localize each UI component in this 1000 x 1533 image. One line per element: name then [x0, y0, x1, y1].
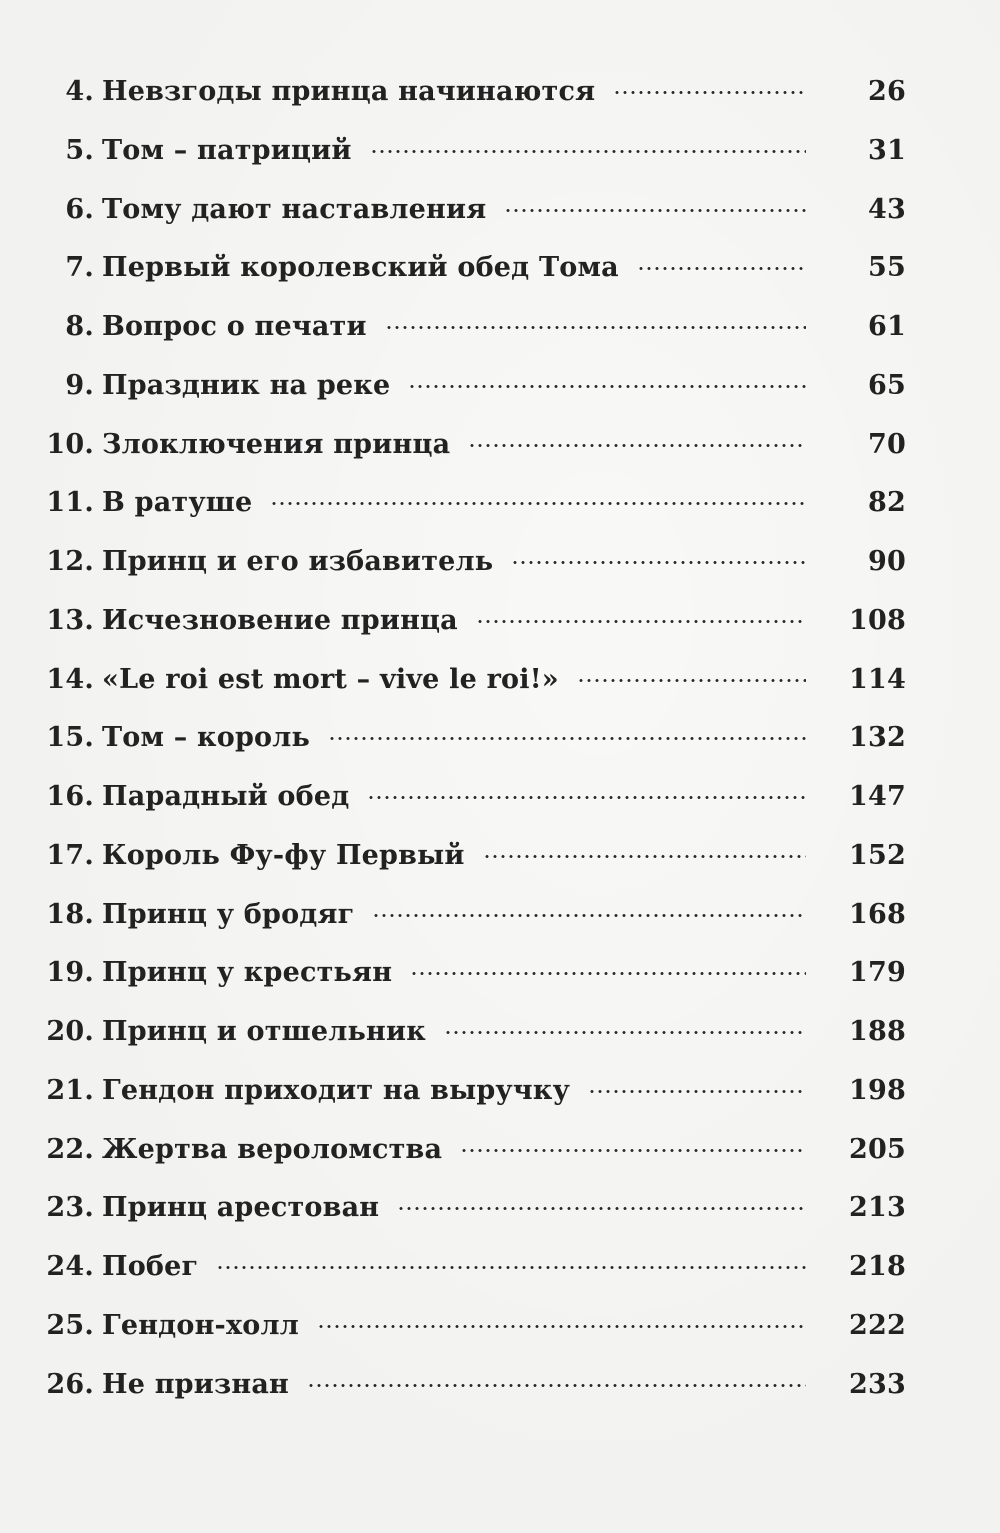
page-number: 61 [868, 311, 906, 342]
toc-entry [36, 129, 906, 188]
chapter-title: Гендон приходит на выручку [102, 1074, 571, 1106]
chapter-number: 5. [65, 134, 94, 166]
toc-entry [36, 951, 906, 1010]
chapter-title: Том – патриций [102, 134, 352, 166]
toc-entry [36, 423, 906, 482]
dot-leader [216, 1245, 806, 1275]
page-number: 233 [849, 1368, 906, 1400]
chapter-number: 14. [46, 663, 94, 695]
chapter-title: Злоключения принца [102, 428, 451, 460]
page-number: 222 [849, 1309, 906, 1341]
dot-leader [370, 129, 806, 159]
page-number: 205 [849, 1133, 906, 1165]
chapter-title: «Le roi est mort – vive le roi!» [102, 663, 559, 695]
chapter-number: 7. [65, 252, 94, 284]
toc-entry [36, 599, 906, 658]
chapter-title: Побег [102, 1251, 199, 1282]
page-number: 82 [868, 487, 906, 519]
chapter-number: 6. [65, 193, 94, 225]
page-number: 55 [868, 252, 906, 284]
chapter-number: 22. [46, 1133, 94, 1165]
dot-leader [444, 1010, 806, 1040]
page-number: 188 [849, 1016, 906, 1047]
toc-entry [36, 893, 906, 952]
chapter-title: Гендон-холл [102, 1309, 299, 1341]
chapter-title: В ратуше [102, 487, 253, 519]
dot-leader [637, 246, 806, 276]
dot-leader [372, 893, 806, 923]
chapter-title: Жертва вероломства [102, 1133, 443, 1165]
dot-leader [328, 716, 806, 746]
page-number: 90 [868, 546, 906, 577]
page-number: 132 [849, 722, 906, 754]
toc-entry [36, 188, 906, 247]
page-number: 168 [849, 898, 906, 930]
chapter-title: Принц у бродяг [102, 898, 355, 930]
chapter-title: Тому дают наставления [102, 193, 487, 225]
page-number: 147 [849, 781, 906, 812]
toc-entry [36, 540, 906, 599]
chapter-title: Исчезновение принца [102, 604, 458, 636]
toc-entry [36, 1186, 906, 1245]
page-number: 65 [868, 369, 906, 401]
chapter-title: Первый королевский обед Тома [102, 252, 619, 284]
chapter-title: Принц и отшельник [102, 1016, 426, 1047]
toc-entry [36, 716, 906, 775]
page-number: 152 [849, 839, 906, 871]
chapter-number: 4. [65, 76, 94, 107]
dot-leader [504, 188, 806, 218]
dot-leader [385, 305, 806, 335]
chapter-title: Принц и его избавитель [102, 546, 494, 577]
chapter-number: 19. [46, 957, 94, 989]
toc-entry [36, 246, 906, 305]
chapter-title: Том – король [102, 722, 311, 754]
chapter-title: Невзгоды принца начинаются [102, 76, 596, 107]
page-number: 43 [868, 193, 906, 225]
dot-leader [367, 775, 806, 805]
chapter-number: 9. [65, 369, 94, 401]
dot-leader [410, 951, 806, 981]
toc-entry [36, 1363, 906, 1422]
page-number: 26 [868, 76, 906, 107]
dot-leader [483, 834, 806, 864]
chapter-title: Не признан [102, 1368, 290, 1400]
dot-leader [476, 599, 806, 629]
toc-entry [36, 775, 906, 834]
page-number: 31 [868, 134, 906, 166]
chapter-number: 17. [46, 839, 94, 871]
chapter-number: 23. [46, 1192, 94, 1224]
dot-leader [577, 658, 806, 688]
toc-entry [36, 305, 906, 364]
chapter-number: 11. [46, 487, 94, 519]
page-number: 70 [868, 428, 906, 460]
dot-leader [460, 1128, 806, 1158]
page-number: 179 [849, 957, 906, 989]
chapter-title: Принц у крестьян [102, 957, 393, 989]
chapter-title: Праздник на реке [102, 369, 391, 401]
toc-entry [36, 834, 906, 893]
dot-leader [588, 1069, 806, 1099]
chapter-number: 15. [46, 722, 94, 754]
page-number: 213 [849, 1192, 906, 1224]
chapter-number: 8. [65, 311, 94, 342]
toc-entry [36, 658, 906, 717]
chapter-title: Король Фу-фу Первый [102, 839, 465, 871]
chapter-number: 12. [46, 546, 94, 577]
chapter-number: 21. [46, 1074, 94, 1106]
chapter-number: 13. [46, 604, 94, 636]
dot-leader [468, 423, 806, 453]
chapter-number: 26. [46, 1368, 94, 1400]
chapter-number: 25. [46, 1309, 94, 1341]
toc-entry [36, 1010, 906, 1069]
toc-entry [36, 70, 906, 129]
dot-leader [307, 1363, 806, 1393]
chapter-number: 20. [46, 1016, 94, 1047]
chapter-number: 16. [46, 781, 94, 812]
toc-entry [36, 1245, 906, 1304]
toc-entry [36, 1069, 906, 1128]
page-number: 198 [849, 1074, 906, 1106]
dot-leader [613, 70, 806, 100]
chapter-number: 10. [46, 428, 94, 460]
toc-entry [36, 481, 906, 540]
toc-entry [36, 1128, 906, 1187]
table-of-contents [36, 70, 906, 1421]
chapter-title: Парадный обед [102, 781, 350, 812]
dot-leader [408, 364, 806, 394]
dot-leader [511, 540, 806, 570]
chapter-number: 18. [46, 898, 94, 930]
page-number: 218 [849, 1251, 906, 1282]
dot-leader [317, 1304, 806, 1334]
toc-entry [36, 364, 906, 423]
chapter-title: Вопрос о печати [102, 311, 367, 342]
chapter-number: 24. [46, 1251, 94, 1282]
chapter-title: Принц арестован [102, 1192, 380, 1224]
dot-leader [270, 481, 806, 511]
page-number: 108 [849, 604, 906, 636]
dot-leader [397, 1186, 806, 1216]
toc-entry [36, 1304, 906, 1363]
page-number: 114 [849, 663, 906, 695]
